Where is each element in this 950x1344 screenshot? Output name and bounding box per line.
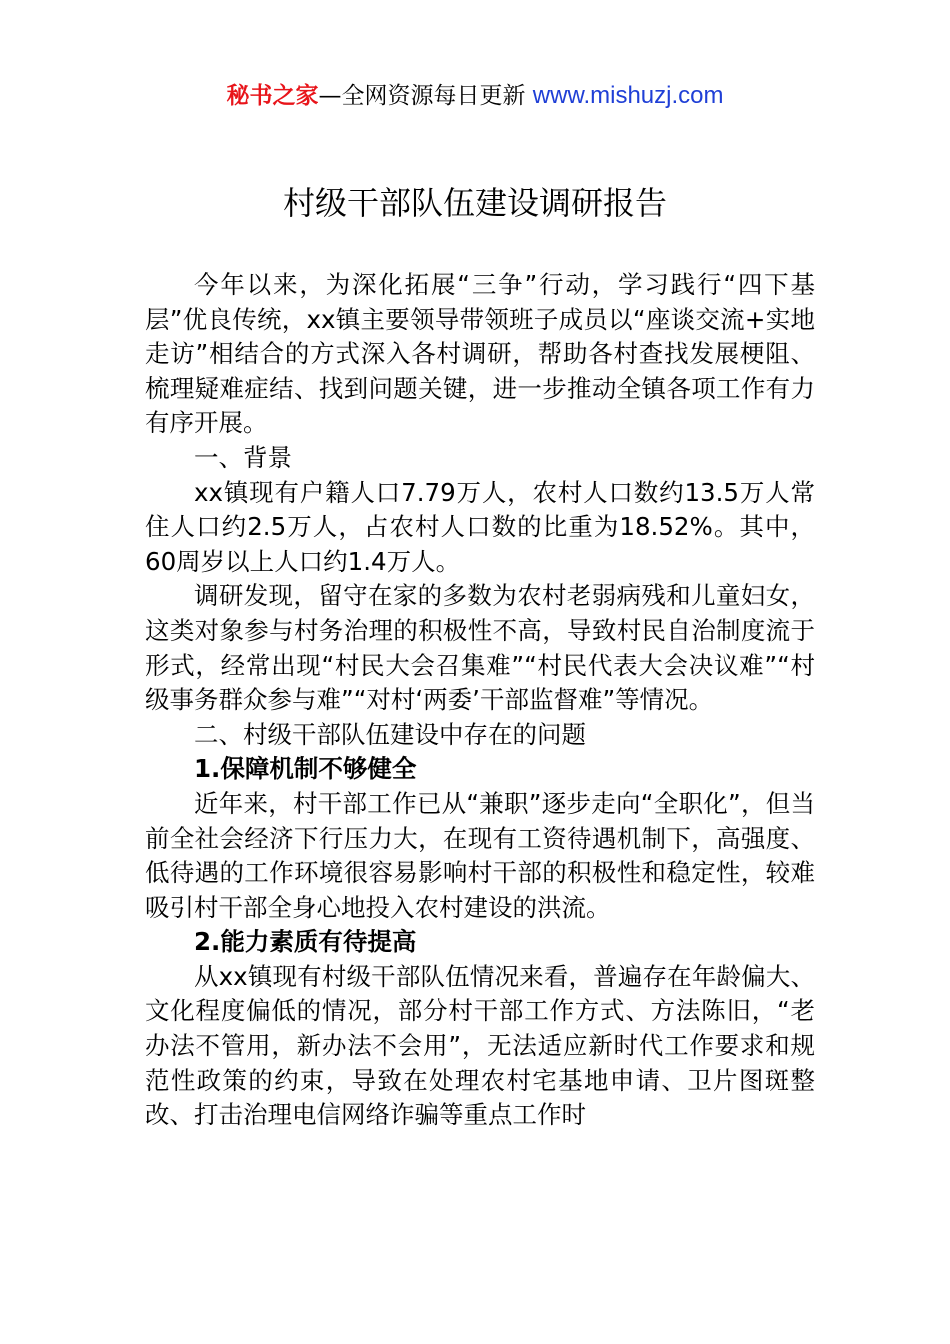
subheading-guarantee-mechanism: 1.保障机制不够健全	[194, 754, 417, 784]
document-body	[145, 268, 815, 1133]
section-heading-problems: 二、村级干部队伍建设中存在的问题	[194, 719, 586, 749]
ability-quality-paragraph: 从xx镇现有村级干部队伍情况来看，普遍存在年龄偏大、文化程度偏低的情况，部分村干部工作方式、方法陈旧，“老办法不管用，新办法不会用”，无法适应新时代工作要求和规范性政策的约束，导致在处理农村宅基地申请、卫片图斑整改、打击治理电信网络诈骗等重点工作时	[145, 961, 815, 1130]
subheading-ability-quality: 2.能力素质有待提高	[194, 927, 417, 957]
guarantee-mechanism-paragraph: 近年来，村干部工作已从“兼职”逐步走向“全职化”，但当前全社会经济下行压力大，在现有工资待遇机制下，高强度、低待遇的工作环境很容易影响村干部的积极性和稳定性，较难吸引村干部全身心地投入农村建设的洪流。	[145, 788, 815, 922]
population-paragraph: xx镇现有户籍人口7.79万人，农村人口数约13.5万人常住人口约2.5万人，占农村人口数的比重为18.52%。其中，60周岁以上人口约1.4万人。	[145, 477, 815, 576]
section-heading-background: 一、背景	[194, 442, 292, 472]
site-brand: 秘书之家	[226, 83, 319, 109]
document-title: 村级干部队伍建设调研报告	[282, 184, 667, 222]
site-header	[0, 78, 950, 114]
survey-findings-paragraph: 调研发现，留守在家的多数为农村老弱病残和儿童妇女，这类对象参与村务治理的积极性不高，导致村民自治制度流于形式，经常出现“村民大会召集难”“村民代表大会决议难”“村级事务群众参与难”“对村‘两委’干部监督难”等情况。	[145, 581, 815, 715]
intro-paragraph: 今年以来，为深化拓展“三争”行动，学习践行“四下基层”优良传统，xx镇主要领导带领班子成员以“座谈交流+实地走访”相结合的方式深入各村调研，帮助各村查找发展梗阻、梳理疑难症结、找到问题关键，进一步推动全镇各项工作有力有序开展。	[145, 270, 815, 438]
site-tagline: —全网资源每日更新	[318, 83, 533, 109]
site-url-link[interactable]: www.mishuzj.com	[532, 82, 724, 109]
